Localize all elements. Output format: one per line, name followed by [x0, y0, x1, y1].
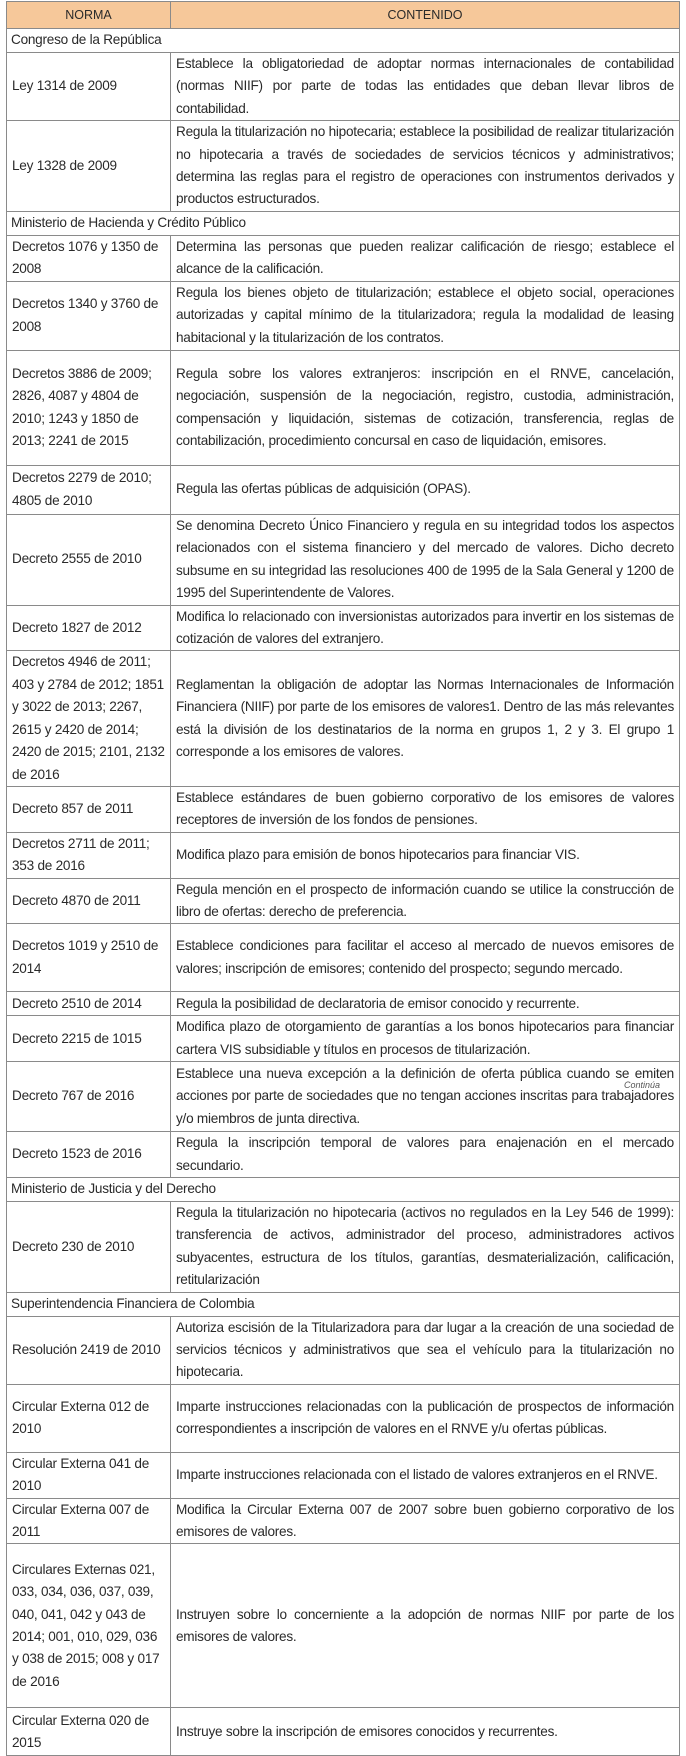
table-row — [7, 605, 680, 651]
contenido-cell: Regula sobre los valores extranjeros: inscripción en el RNVE, cancelación, negociación, suspensión de la negociación, registro, custodia, administración, compensación y liquidación, sistemas de cotización, transferencia, reglas de contabilización, procedimiento concursal en caso de liquidación, emisores. — [171, 350, 680, 465]
table-row — [7, 1062, 680, 1132]
table-row — [7, 53, 680, 121]
contenido-cell: Establece estándares de buen gobierno corporativo de los emisores de valores receptores de inversión de los fondos de pensiones. — [171, 786, 680, 832]
table-row — [7, 1201, 680, 1292]
contenido-cell: Regula la titularización no hipotecaria (activos no regulados en la Ley 546 de 1999): transferencia de activos, administrador del proceso, administradores activos subyacentes, estructura de los títulos, garantías, desmaterialización, calificación, retitularización — [171, 1201, 680, 1292]
norma-cell: Decreto 1523 de 2016 — [7, 1132, 171, 1178]
section-row — [7, 211, 680, 235]
section-row — [7, 29, 680, 53]
contenido-cell: Regula los bienes objeto de titularización; establece el objeto social, operaciones autorizadas y capital mínimo de la titularizadora; regula la modalidad de leasing habitacional y la titularización de los contratos. — [171, 281, 680, 350]
section-row — [7, 1292, 680, 1316]
table-row — [7, 514, 680, 605]
norma-cell: Resolución 2419 de 2010 — [7, 1316, 171, 1384]
norma-cell: Circular Externa 007 de 2011 — [7, 1498, 171, 1544]
norma-cell: Decreto 857 de 2011 — [7, 786, 171, 832]
norma-cell: Decretos 1019 y 2510 de 2014 — [7, 924, 171, 992]
section-title: Ministerio de Hacienda y Crédito Público — [7, 211, 680, 235]
table-row — [7, 281, 680, 350]
norma-cell: Decretos 4946 de 2011; 403 y 2784 de 2012; 1851 y 3022 de 2013; 2267, 2615 y 2420 de 2014; 2420 de 2015; 2101, 2132 de 2016 — [7, 651, 171, 786]
contenido-cell: Establece condiciones para facilitar el acceso al mercado de nuevos emisores de valores; inscripción de emisores; contenido del prospecto; segundo mercado. — [171, 924, 680, 992]
norma-cell: Decreto 230 de 2010 — [7, 1201, 171, 1292]
section-title: Ministerio de Justicia y del Derecho — [7, 1177, 680, 1201]
contenido-cell: Regula mención en el prospecto de información cuando se utilice la construcción de libro de ofertas: derecho de preferencia. — [171, 878, 680, 924]
norma-cell: Decreto 1827 de 2012 — [7, 605, 171, 651]
table-row — [7, 1132, 680, 1178]
continua-note: Continúa — [624, 1080, 661, 1090]
contenido-cell: Regula la posibilidad de declaratoria de emisor conocido y recurrente. — [171, 992, 680, 1016]
table-row — [7, 1544, 680, 1708]
contenido-cell: Se denomina Decreto Único Financiero y regula en su integridad todos los aspectos relacionados con el sistema financiero y del mercado de valores. Dicho decreto subsume en su integridad las resoluciones 400 de 1995 de la Sala General y 1200 de 1995 del Superintendente de Valores. — [171, 514, 680, 605]
contenido-cell: Imparte instrucciones relacionada con el listado de valores extranjeros en el RNVE. — [171, 1452, 680, 1498]
contenido-cell: Instruye sobre la inscripción de emisores conocidos y recurrentes. — [171, 1708, 680, 1756]
contenido-cell: Imparte instrucciones relacionadas con la publicación de prospectos de información correspondientes a inscripción de valores en el RNVE y/u ofertas públicas. — [171, 1384, 680, 1452]
norma-cell: Decretos 2279 de 2010; 4805 de 2010 — [7, 465, 171, 514]
contenido-cell: Instruyen sobre lo concerniente a la adopción de normas NIIF por parte de los emisores de valores. — [171, 1544, 680, 1708]
table-row — [7, 1016, 680, 1062]
norma-cell: Decreto 2555 de 2010 — [7, 514, 171, 605]
table-row — [7, 235, 680, 281]
norma-cell: Circular Externa 020 de 2015 — [7, 1708, 171, 1756]
section-title: Superintendencia Financiera de Colombia — [7, 1292, 680, 1316]
table-row — [7, 1708, 680, 1756]
norma-cell: Decretos 3886 de 2009; 2826, 4087 y 4804 de 2010; 1243 y 1850 de 2013; 2241 de 2015 — [7, 350, 171, 465]
table-row — [7, 121, 680, 212]
norma-cell: Decreto 767 de 2016 — [7, 1062, 171, 1132]
table-row — [7, 1452, 680, 1498]
contenido-cell: Regula las ofertas públicas de adquisición (OPAS). — [171, 465, 680, 514]
table-row — [7, 878, 680, 924]
header-contenido: CONTENIDO — [171, 2, 680, 29]
table-row — [7, 350, 680, 465]
norma-cell: Circular Externa 012 de 2010 — [7, 1384, 171, 1452]
section-title: Congreso de la República — [7, 29, 680, 53]
norma-cell: Ley 1314 de 2009 — [7, 53, 171, 121]
contenido-cell: Regula la inscripción temporal de valores para enajenación en el mercado secundario. — [171, 1132, 680, 1178]
table-row — [7, 992, 680, 1016]
norma-cell: Decreto 4870 de 2011 — [7, 878, 171, 924]
norma-cell: Circular Externa 041 de 2010 — [7, 1452, 171, 1498]
contenido-cell: Establece la obligatoriedad de adoptar normas internacionales de contabilidad (normas NIIF) por parte de todas las entidades que deban llevar libros de contabilidad. — [171, 53, 680, 121]
table-row — [7, 465, 680, 514]
norma-cell: Decretos 1340 y 3760 de 2008 — [7, 281, 171, 350]
table-row — [7, 1384, 680, 1452]
norma-cell: Decreto 2215 de 1015 — [7, 1016, 171, 1062]
contenido-cell: Modifica plazo de otorgamiento de garantías a los bonos hipotecarios para financiar cartera VIS subsidiable y títulos en procesos de titularización. — [171, 1016, 680, 1062]
table-row — [7, 1316, 680, 1384]
contenido-cell: Regula la titularización no hipotecaria; establece la posibilidad de realizar titularización no hipotecaria a través de sociedades de servicios técnicos y administrativos; determina las reglas para el registro de operaciones con instrumentos derivados y productos estructurados. — [171, 121, 680, 212]
contenido-cell: Modifica la Circular Externa 007 de 2007 sobre buen gobierno corporativo de los emisores de valores. — [171, 1498, 680, 1544]
section-row — [7, 1177, 680, 1201]
contenido-cell: Modifica plazo para emisión de bonos hipotecarios para financiar VIS. — [171, 832, 680, 878]
norma-cell: Decretos 1076 y 1350 de 2008 — [7, 235, 171, 281]
table-row — [7, 786, 680, 832]
norma-cell: Circulares Externas 021, 033, 034, 036, 037, 039, 040, 041, 042 y 043 de 2014; 001, 010, 029, 036 y 038 de 2015; 008 y 017 de 2016 — [7, 1544, 171, 1708]
norma-cell: Decreto 2510 de 2014 — [7, 992, 171, 1016]
table-row — [7, 832, 680, 878]
contenido-cell: Modifica lo relacionado con inversionistas autorizados para invertir en los sistemas de cotización de valores del extranjero. — [171, 605, 680, 651]
contenido-cell: Autoriza escisión de la Titularizadora para dar lugar a la creación de una sociedad de servicios técnicos y administrativos que sea el vehículo para la titularización no hipotecaria. — [171, 1316, 680, 1384]
table-header-row — [7, 2, 680, 29]
norma-cell: Ley 1328 de 2009 — [7, 121, 171, 212]
table-row — [7, 924, 680, 992]
contenido-cell: Determina las personas que pueden realizar calificación de riesgo; establece el alcance de la calificación. — [171, 235, 680, 281]
header-norma: NORMA — [7, 2, 171, 29]
table-row — [7, 651, 680, 786]
contenido-cell: Establece una nueva excepción a la definición de oferta pública cuando se emiten acciones por parte de sociedades que no tengan acciones inscritas para trabajadores y/o miembros de junta directiva. — [171, 1062, 680, 1132]
normas-table — [6, 1, 680, 1756]
table-row — [7, 1498, 680, 1544]
norma-cell: Decretos 2711 de 2011; 353 de 2016 — [7, 832, 171, 878]
contenido-cell: Reglamentan la obligación de adoptar las Normas Internacionales de Información Financiera (NIIF) por parte de los emisores de valores1. Dentro de las más relevantes está la división de los destinatarios de la norma en grupos 1, 2 y 3. El grupo 1 corresponde a los emisores de valores. — [171, 651, 680, 786]
